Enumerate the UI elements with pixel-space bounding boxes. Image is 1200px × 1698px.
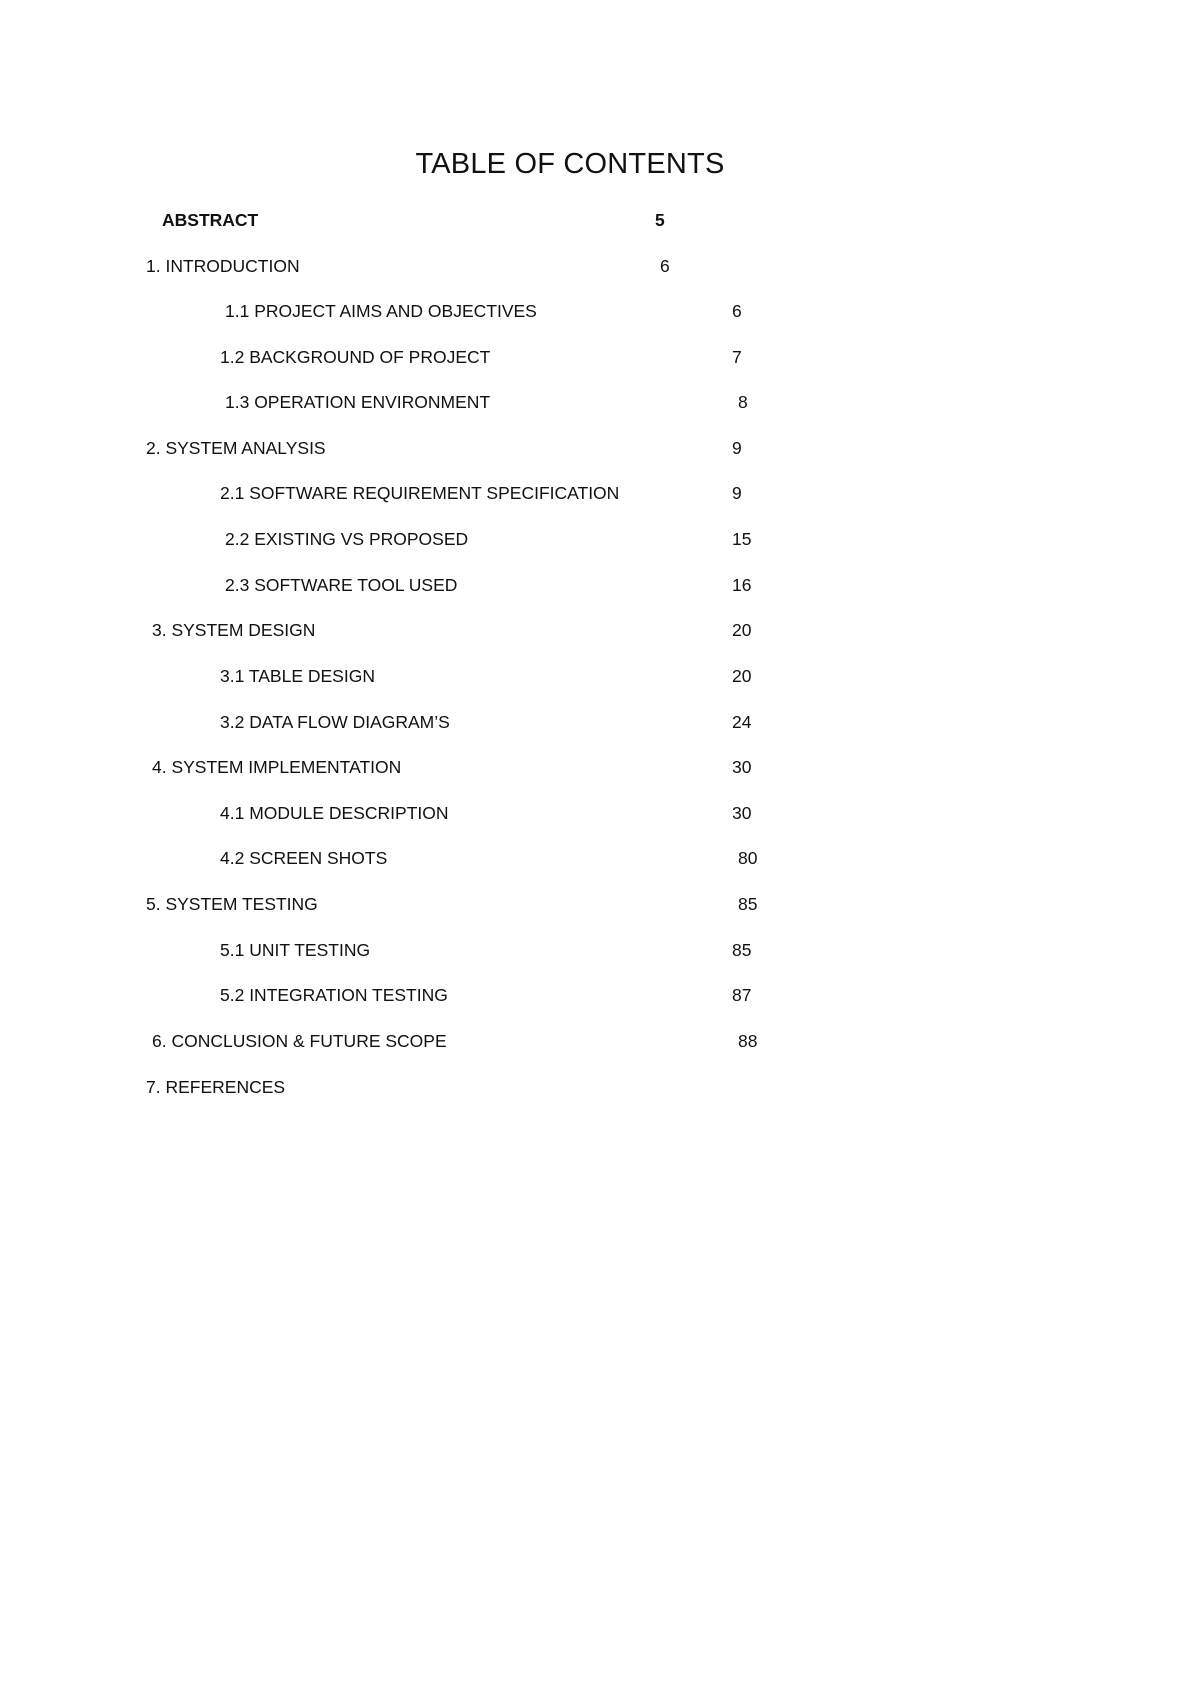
toc-entry-label: 5. SYSTEM TESTING [146, 894, 318, 914]
toc-entry-label: ABSTRACT [162, 210, 259, 230]
toc-entry-label: 5.2 INTEGRATION TESTING [220, 985, 448, 1005]
toc-entry-page: 85 [738, 894, 758, 914]
toc-entry-label: 1.2 BACKGROUND OF PROJECT [220, 347, 491, 367]
toc-entry-label: 1.3 OPERATION ENVIRONMENT [225, 392, 491, 412]
toc-entry-label: 4.1 MODULE DESCRIPTION [220, 803, 449, 823]
toc-entry-label: 3.1 TABLE DESIGN [220, 666, 375, 686]
toc-entry-label: 2.2 EXISTING VS PROPOSED [225, 529, 469, 549]
toc-entry-label: 5.1 UNIT TESTING [220, 940, 371, 960]
toc-title: TABLE OF CONTENTS [415, 148, 725, 180]
toc-entry-page: 80 [738, 848, 758, 868]
toc-entry-page: 87 [732, 985, 752, 1005]
toc-entry-label: 2. SYSTEM ANALYSIS [146, 438, 326, 458]
toc-entry-label: 3. SYSTEM DESIGN [152, 620, 316, 640]
toc-entry-page: 30 [732, 757, 752, 777]
toc-entry-page: 6 [660, 256, 670, 276]
toc-entry-page: 20 [732, 620, 752, 640]
toc-entry-label: 1.1 PROJECT AIMS AND OBJECTIVES [225, 301, 537, 321]
toc-entry-page: 85 [732, 940, 752, 960]
toc-entry-page: 15 [732, 529, 752, 549]
toc-entry-label: 2.3 SOFTWARE TOOL USED [225, 575, 458, 595]
toc-entry-page: 6 [732, 301, 742, 321]
toc-entry-label: 6. CONCLUSION & FUTURE SCOPE [152, 1031, 447, 1051]
toc-entry-page: 9 [732, 438, 742, 458]
toc-entry-page: 16 [732, 575, 752, 595]
toc-entry-label: 3.2 DATA FLOW DIAGRAM’S [220, 712, 450, 732]
toc-entry-page: 5 [655, 210, 665, 230]
toc-entry-page: 30 [732, 803, 752, 823]
toc-entry-page: 8 [738, 392, 748, 412]
toc-entry-label: 4. SYSTEM IMPLEMENTATION [152, 757, 402, 777]
toc-entry-page: 7 [732, 347, 742, 367]
toc-entry-label: 2.1 SOFTWARE REQUIREMENT SPECIFICATION [220, 483, 620, 503]
toc-entry-page: 20 [732, 666, 752, 686]
toc-entry-page: 24 [732, 712, 752, 732]
toc-entry-label: 4.2 SCREEN SHOTS [220, 848, 388, 868]
toc-entry-label: 1. INTRODUCTION [146, 256, 300, 276]
toc-entry-label: 7. REFERENCES [146, 1077, 286, 1097]
toc-entry-page: 88 [738, 1031, 758, 1051]
toc-entry-page: 9 [732, 483, 742, 503]
